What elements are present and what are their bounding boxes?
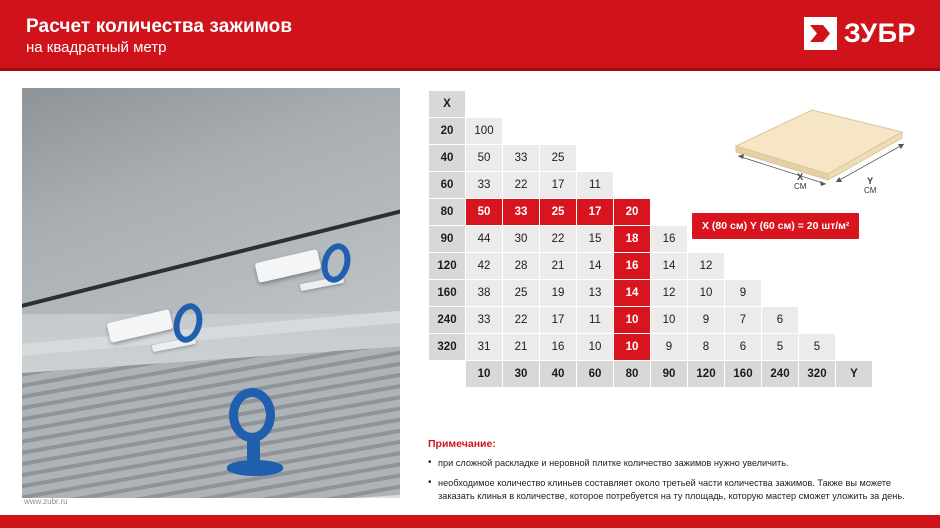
table-cell: 10 [577,334,614,361]
table-row-header: 90 [429,226,466,253]
table-cell: 100 [466,118,503,145]
table-spacer-cell [651,91,688,118]
table-row-header: 240 [429,307,466,334]
page-title: Расчет количества зажимов [26,16,293,37]
table-spacer-cell [799,307,836,334]
table-spacer-cell [540,118,577,145]
table-cell: 16 [651,226,688,253]
table-cell-highlighted: 14 [614,280,651,307]
notes-block [428,438,920,510]
photo-upper-floor [22,88,400,318]
table-column-header: 160 [725,361,762,388]
table-cell: 12 [651,280,688,307]
table-cell-highlighted: 17 [577,199,614,226]
table-spacer-cell [651,199,688,226]
tile-x-label: X [797,172,804,182]
brand-name: ЗУБР [843,18,916,48]
table-cell: 33 [466,172,503,199]
notes-title: Примечание: [428,438,496,450]
zubr-arrow-logo-icon [804,17,837,50]
tile-x-unit: СМ [794,182,807,191]
table-cell: 19 [540,280,577,307]
table-cell-highlighted: 10 [614,334,651,361]
table-cell: 5 [762,334,799,361]
table-spacer-cell [725,253,762,280]
table-spacer-cell [540,91,577,118]
table-column-header: 60 [577,361,614,388]
table-cell: 11 [577,172,614,199]
table-cell-highlighted: 10 [614,307,651,334]
note-item: • необходимое количество клиньев составляет около третьей части количества зажимов. Также вы можете заказать клинья в количестве, которое потребуется на ту площадь, которую мастер сможет уложить за день. [428,477,920,503]
table-cell-highlighted: 16 [614,253,651,280]
table-column-header: 320 [799,361,836,388]
table-cell: 30 [503,226,540,253]
website-url: www.zubr.ru [24,497,68,506]
table-corner-header-x: X [429,91,466,118]
page-subtitle: на квадратный метр [26,39,167,56]
table-spacer-cell [577,118,614,145]
table-row [429,253,873,280]
table-cell: 31 [466,334,503,361]
table-spacer-cell [614,172,651,199]
table-row-header: 320 [429,334,466,361]
table-row-header: 160 [429,280,466,307]
table-column-header: 10 [466,361,503,388]
table-row [429,307,873,334]
table-cell: 21 [540,253,577,280]
table-cell: 38 [466,280,503,307]
table-cell: 15 [577,226,614,253]
table-cell: 9 [688,307,725,334]
table-cell: 22 [503,307,540,334]
table-cell-highlighted: 18 [614,226,651,253]
table-spacer-cell [799,253,836,280]
table-spacer-cell [577,145,614,172]
tile-dimension-diagram [716,100,916,205]
table-cell: 33 [503,145,540,172]
table-cell: 7 [725,307,762,334]
table-cell: 9 [651,334,688,361]
table-cell: 28 [503,253,540,280]
table-cell: 13 [577,280,614,307]
table-row-header: 20 [429,118,466,145]
table-cell: 22 [540,226,577,253]
table-axis-label-y: Y [836,361,873,388]
table-column-header: 40 [540,361,577,388]
table-row-header: 120 [429,253,466,280]
table-cell: 14 [651,253,688,280]
table-cell: 50 [466,145,503,172]
table-cell: 14 [577,253,614,280]
table-column-header: 90 [651,361,688,388]
table-cell-highlighted: 50 [466,199,503,226]
table-spacer-cell [429,361,466,388]
table-cell: 42 [466,253,503,280]
table-spacer-cell [466,91,503,118]
table-cell: 10 [651,307,688,334]
table-spacer-cell [651,172,688,199]
table-cell: 12 [688,253,725,280]
note-item: • при сложной раскладке и неровной плитке количество зажимов нужно увеличить. [428,457,920,470]
page-header [0,0,940,68]
table-cell: 16 [540,334,577,361]
wedge-foot [227,460,283,476]
table-spacer-cell [503,118,540,145]
table-spacer-cell [762,280,799,307]
footer-bar [0,515,940,528]
tile-y-dimension [864,176,876,195]
notes-list [428,457,920,503]
product-photo [22,88,400,498]
table-spacer-cell [614,145,651,172]
table-cell: 21 [503,334,540,361]
table-column-header: 240 [762,361,799,388]
tile-y-label: Y [867,176,874,186]
table-cell-highlighted: 25 [540,199,577,226]
table-cell: 10 [688,280,725,307]
table-cell: 25 [540,145,577,172]
table-cell: 44 [466,226,503,253]
table-spacer-cell [577,91,614,118]
table-spacer-cell [503,91,540,118]
header-divider [0,68,940,71]
table-row-header: 80 [429,199,466,226]
example-callout: X (80 см) Y (60 см) = 20 шт/м² [692,213,859,239]
brand-logo [804,17,916,50]
table-column-header: 120 [688,361,725,388]
table-cell: 9 [725,280,762,307]
table-spacer-cell [799,280,836,307]
table-column-header: 30 [503,361,540,388]
table-cell: 22 [503,172,540,199]
tile-wedge-foreground [227,388,283,484]
table-cell: 33 [466,307,503,334]
table-spacer-cell [651,145,688,172]
table-cell: 6 [725,334,762,361]
table-row-header: 60 [429,172,466,199]
table-cell: 17 [540,172,577,199]
tile-x-dimension [794,172,806,191]
table-column-header: 80 [614,361,651,388]
table-spacer-cell [614,91,651,118]
table-cell: 5 [799,334,836,361]
table-cell: 11 [577,307,614,334]
tile-y-unit: СМ [864,186,877,195]
table-row-header: 40 [429,145,466,172]
table-row [429,280,873,307]
table-spacer-cell [651,118,688,145]
table-column-header-row [429,361,873,388]
table-spacer-cell [762,253,799,280]
table-spacer-cell [614,118,651,145]
table-cell: 8 [688,334,725,361]
table-row [429,334,873,361]
table-cell-highlighted: 33 [503,199,540,226]
table-cell: 25 [503,280,540,307]
table-cell: 6 [762,307,799,334]
table-cell-highlighted: 20 [614,199,651,226]
table-cell: 17 [540,307,577,334]
